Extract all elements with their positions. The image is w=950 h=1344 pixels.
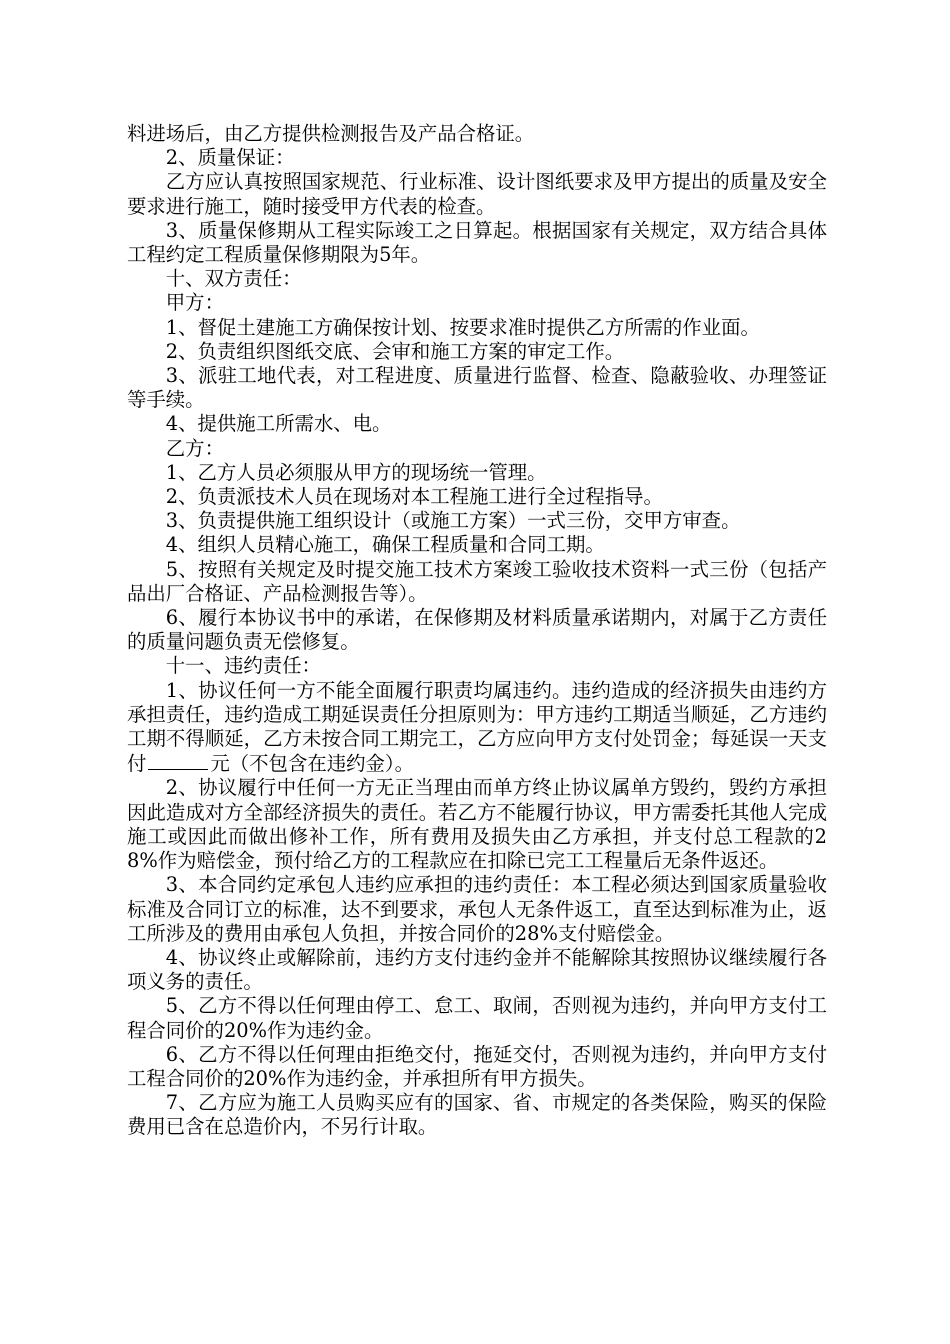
list-item: 7、乙方应为施工人员购买应有的国家、省、市规定的各类保险，购买的保险费用已含在总造价内，不另行计取。: [127, 1091, 827, 1139]
party-heading: 甲方：: [165, 291, 224, 315]
list-item: 4、组织人员精心施工，确保工程质量和合同工期。: [165, 533, 605, 557]
list-item: 6、履行本协议书中的承诺，在保修期及材料质量承诺期内，对属于乙方责任的质量问题负责无偿修复。: [127, 606, 827, 654]
list-item: 3、本合同约定承包人违约应承担的违约责任：本工程必须达到国家质量验收标准及合同订立的标准，达不到要求，承包人无条件返工，直至达到标准为止，返工所涉及的费用由承包人负担，并按合同价的28%支付赔偿金。: [127, 873, 827, 945]
fill-in-blank: [148, 751, 208, 770]
list-item-tail: 元（不包含在违约金）。: [210, 752, 414, 776]
list-item: 6、乙方不得以任何理由拒绝交付，拖延交付，否则视为违约，并向甲方支付工程合同价的20%作为违约金，并承担所有甲方损失。: [127, 1042, 827, 1090]
list-item: 4、协议终止或解除前，违约方支付违约金并不能解除其按照协议继续履行各项义务的责任。: [127, 945, 827, 994]
list-item: 1、乙方人员必须服从甲方的现场统一管理。: [165, 460, 547, 484]
list-item: 4、提供施工所需水、电。: [165, 412, 392, 436]
paragraph: 乙方应认真按照国家规范、行业标准、设计图纸要求及甲方提出的质量及安全要求进行施工，随时接受甲方代表的检查。: [127, 170, 827, 218]
list-item: 1、督促土建施工方确保按计划、按要求准时提供乙方所需的作业面。: [165, 315, 760, 339]
paragraph: 3、质量保修期从工程实际竣工之日算起。根据国家有关规定，双方结合具体工程约定工程质量保修期限为5年。: [127, 218, 827, 267]
section-heading: 2、质量保证：: [165, 146, 295, 170]
list-item: 5、按照有关规定及时提交施工技术方案竣工验收技术资料一式三份（包括产品出厂合格证、产品检测报告等）。: [127, 557, 827, 605]
paragraph: 料进场后，由乙方提供检测报告及产品合格证。: [127, 122, 535, 145]
list-item: 2、负责组织图纸交底、会审和施工方案的审定工作。: [165, 339, 625, 363]
section-heading: 十一、违约责任：: [165, 654, 321, 678]
party-heading: 乙方：: [165, 436, 224, 460]
list-item: 2、协议履行中任何一方无正当理由而单方终止协议属单方毁约，毁约方承担因此造成对方全部经济损失的责任。若乙方不能履行协议，甲方需委托其他人完成施工或因此而做出修补工作，所有费用及损失由乙方承担，并支付总工程款的28%作为赔偿金，预付给乙方的工程款应在扣除已完工工程量后无条件返还。: [127, 776, 827, 873]
list-item: 5、乙方不得以任何理由停工、怠工、取闹，否则视为违约，并向甲方支付工程合同价的20%作为违约金。: [127, 994, 827, 1042]
list-item-text: 1、协议任何一方不能全面履行职责均属违约。违约造成的经济损失由违约方承担责任，违约造成工期延误责任分担原则为：甲方违约工期适当顺延，乙方违约工期不得顺延，乙方未按合同工期完工，乙方应向甲方支付处罚金；每延误一天支付: [127, 678, 827, 776]
section-heading: 十、双方责任：: [165, 267, 302, 291]
list-item: 3、派驻工地代表，对工程进度、质量进行监督、检查、隐蔽验收、办理签证等手续。: [127, 364, 827, 412]
list-item: 2、负责派技术人员在现场对本工程施工进行全过程指导。: [165, 485, 663, 509]
list-item: 3、负责提供施工组织设计（或施工方案）一式三份，交甲方审查。: [165, 509, 741, 533]
document-body: [127, 122, 827, 1140]
list-item: [127, 679, 827, 777]
